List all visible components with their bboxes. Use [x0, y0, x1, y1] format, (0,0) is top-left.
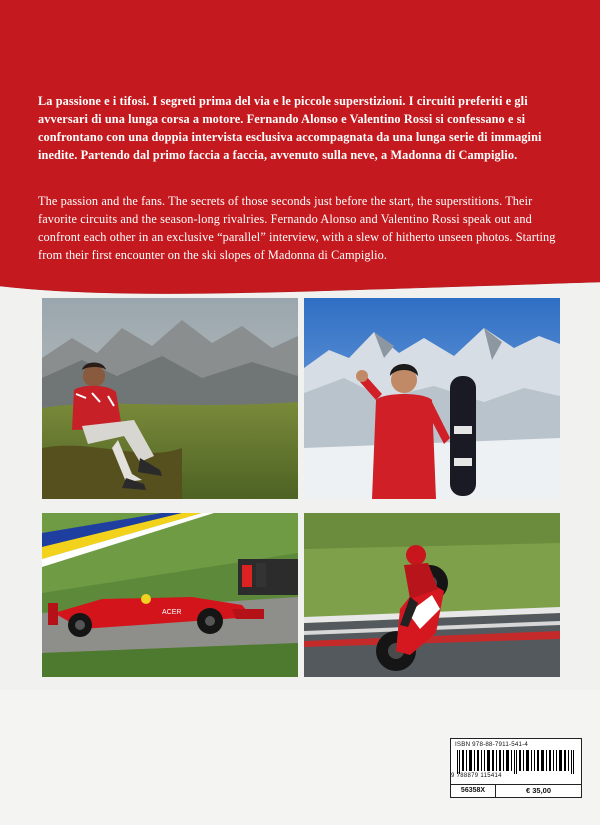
english-blurb: The passion and the fans. The secrets of those seconds just before the start, the superstitions. Their favorite circuits and the season-long rivalries. Fernando Alonso and Valentino Rossi speak out and confront each other in an exclusive “parallel” interview, with a slew of hitherto unseen photos. Starting from their first encounter on the ski slopes of Madonna di Campiglio.	[38, 194, 556, 262]
photo-ferrari-f1-car	[42, 513, 298, 677]
isbn-text: ISBN 978-88-7911-541-4	[455, 741, 529, 748]
car-sponsor-text: ACER	[162, 609, 182, 616]
photo-ducati-wheelie	[304, 513, 560, 677]
barcode-icon	[457, 750, 575, 774]
ean-digits: 9 788879 115414	[451, 773, 502, 779]
product-code: 56358X	[451, 784, 496, 797]
barcode-label	[450, 738, 582, 798]
italian-blurb: La passione e i tifosi. I segreti prima del via e le piccole superstizioni. I circuiti preferiti e gli avversari di una lunga corsa a motore. Fernando Alonso e Valentino Rossi si confessano e si confrontano con una doppia intervista esclusiva accompagnata da una lunga serie di immagini inedite. Partendo dal primo faccia a faccia, avvenuto sulla neve, a Madonna di Campiglio.	[38, 94, 542, 162]
photo-mountain-portrait	[42, 298, 298, 499]
price-label: € 35,00	[496, 784, 581, 797]
photo-snowboard-portrait	[304, 298, 560, 499]
